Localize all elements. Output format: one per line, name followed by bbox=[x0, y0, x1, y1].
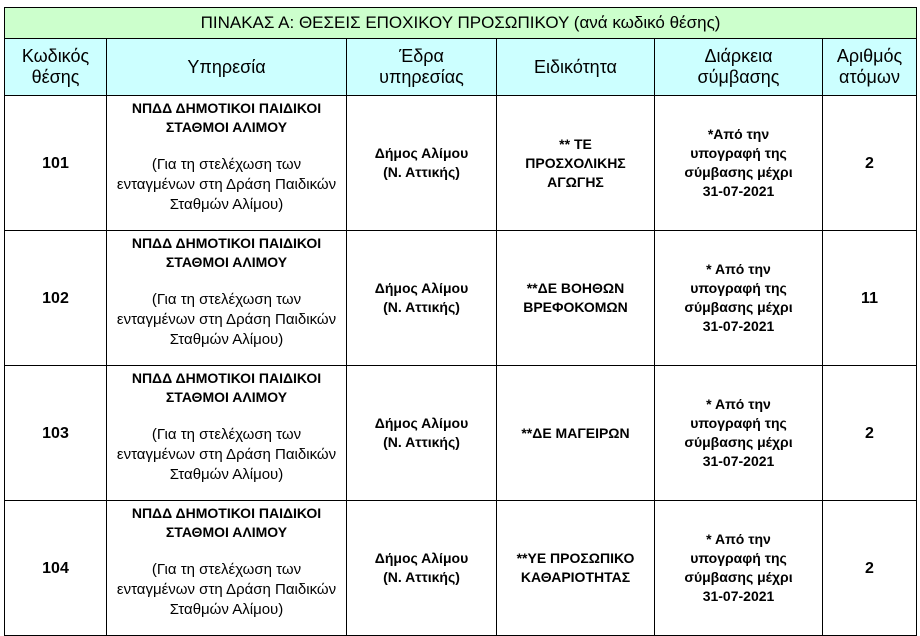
service-seat: Δήμος Αλίμου (Ν. Αττικής) bbox=[347, 366, 497, 501]
position-code: 102 bbox=[5, 231, 107, 366]
specialty: **ΔΕ ΒΟΗΘΩΝ ΒΡΕΦΟΚΟΜΩΝ bbox=[497, 231, 655, 366]
service-name: ΝΠΔΔ ΔΗΜΟΤΙΚΟΙ ΠΑΙΔΙΚΟΙ ΣΤΑΘΜΟΙ ΑΛΙΜΟΥ bbox=[131, 100, 322, 135]
header-duration: Διάρκεια σύμβασης bbox=[655, 39, 823, 96]
table-row bbox=[5, 501, 917, 636]
service-cell bbox=[107, 501, 347, 636]
service-cell bbox=[107, 96, 347, 231]
service-cell bbox=[107, 366, 347, 501]
service-name: ΝΠΔΔ ΔΗΜΟΤΙΚΟΙ ΠΑΙΔΙΚΟΙ ΣΤΑΘΜΟΙ ΑΛΙΜΟΥ bbox=[131, 505, 322, 540]
table-title-main: ΠΙΝΑΚΑΣ Α: ΘΕΣΕΙΣ ΕΠΟΧΙΚΟΥ ΠΡΟΣΩΠΙΚΟΥ bbox=[200, 13, 570, 32]
service-seat: Δήμος Αλίμου (Ν. Αττικής) bbox=[347, 96, 497, 231]
contract-duration: * Από την υπογραφή της σύμβασης μέχρι 31-07-2021 bbox=[655, 501, 823, 636]
service-name: ΝΠΔΔ ΔΗΜΟΤΙΚΟΙ ΠΑΙΔΙΚΟΙ ΣΤΑΘΜΟΙ ΑΛΙΜΟΥ bbox=[131, 370, 322, 405]
table-row bbox=[5, 366, 917, 501]
header-specialty: Ειδικότητα bbox=[497, 39, 655, 96]
header-count: Αριθμός ατόμων bbox=[823, 39, 917, 96]
table-title-row bbox=[5, 8, 917, 39]
service-name: ΝΠΔΔ ΔΗΜΟΤΙΚΟΙ ΠΑΙΔΙΚΟΙ ΣΤΑΘΜΟΙ ΑΛΙΜΟΥ bbox=[131, 235, 322, 270]
table-title-suffix: (ανά κωδικό θέσης) bbox=[573, 13, 721, 32]
header-code: Κωδικός θέσης bbox=[5, 39, 107, 96]
service-seat: Δήμος Αλίμου (Ν. Αττικής) bbox=[347, 501, 497, 636]
service-cell bbox=[107, 231, 347, 366]
person-count: 2 bbox=[823, 501, 917, 636]
specialty: **ΥΕ ΠΡΟΣΩΠΙΚΟ ΚΑΘΑΡΙΟΤΗΤΑΣ bbox=[497, 501, 655, 636]
position-code: 103 bbox=[5, 366, 107, 501]
table-row bbox=[5, 96, 917, 231]
table-title bbox=[5, 8, 917, 39]
contract-duration: *Από την υπογραφή της σύμβασης μέχρι 31-07-2021 bbox=[655, 96, 823, 231]
table-row bbox=[5, 231, 917, 366]
positions-table bbox=[4, 7, 917, 636]
person-count: 2 bbox=[823, 96, 917, 231]
specialty: ** ΤΕ ΠΡΟΣΧΟΛΙΚΗΣ ΑΓΩΓΗΣ bbox=[497, 96, 655, 231]
header-seat: Έδρα υπηρεσίας bbox=[347, 39, 497, 96]
specialty: **ΔΕ ΜΑΓΕΙΡΩΝ bbox=[497, 366, 655, 501]
service-note: (Για τη στελέχωση των ενταγμένων στη Δράση Παιδικών Σταθμών Αλίμου) bbox=[116, 156, 337, 213]
table-header-row bbox=[5, 39, 917, 96]
header-service: Υπηρεσία bbox=[107, 39, 347, 96]
position-code: 104 bbox=[5, 501, 107, 636]
position-code: 101 bbox=[5, 96, 107, 231]
service-seat: Δήμος Αλίμου (Ν. Αττικής) bbox=[347, 231, 497, 366]
person-count: 2 bbox=[823, 366, 917, 501]
contract-duration: * Από την υπογραφή της σύμβασης μέχρι 31-07-2021 bbox=[655, 231, 823, 366]
service-note: (Για τη στελέχωση των ενταγμένων στη Δράση Παιδικών Σταθμών Αλίμου) bbox=[116, 426, 337, 483]
contract-duration: * Από την υπογραφή της σύμβασης μέχρι 31-07-2021 bbox=[655, 366, 823, 501]
service-note: (Για τη στελέχωση των ενταγμένων στη Δράση Παιδικών Σταθμών Αλίμου) bbox=[116, 291, 337, 348]
service-note: (Για τη στελέχωση των ενταγμένων στη Δράση Παιδικών Σταθμών Αλίμου) bbox=[116, 561, 337, 618]
person-count: 11 bbox=[823, 231, 917, 366]
